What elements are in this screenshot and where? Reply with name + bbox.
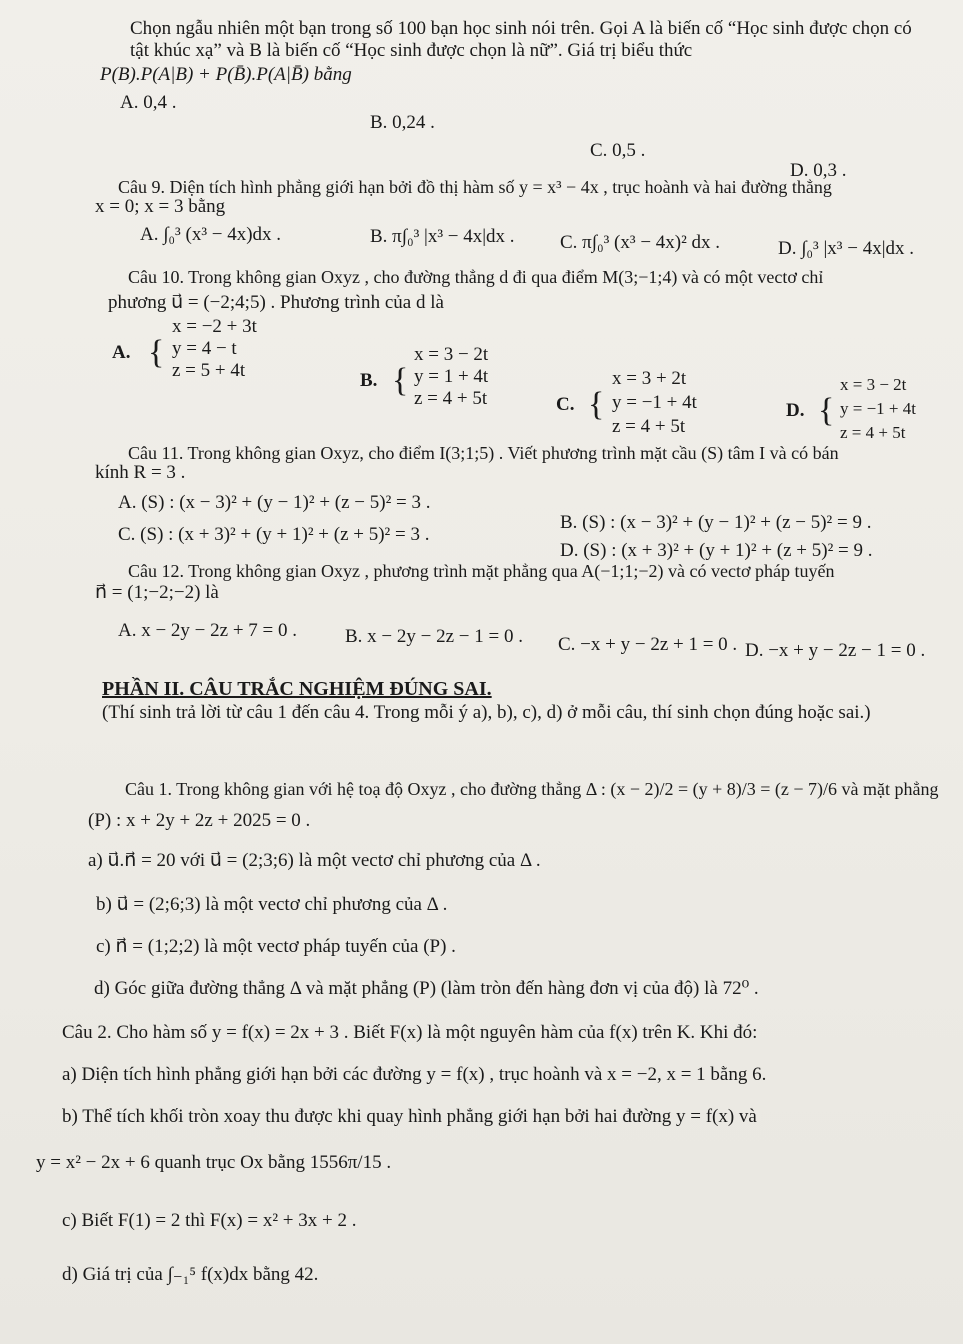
q10-option-c-line2: y = −1 + 4t [612,392,697,413]
q11-stem: Câu 11. Trong không gian Oxyz, cho điểm I(3;1;5) . Viết phương trình mặt cầu (S) tâm I và có bán [128,443,839,463]
q10-option-d-line3: z = 4 + 5t [840,423,906,442]
p2-q2-d: d) Giá trị của ∫₋₁⁵ f(x)dx bằng 42. [62,1264,319,1285]
q12-stem2: n⃗ = (1;−2;−2) là [95,582,219,603]
q8-intro: Chọn ngẫu nhiên một bạn trong số 100 bạn học sinh nói trên. Gọi A là biến cố “Học sinh được chọn có [130,18,912,39]
q12-option-b: B. x − 2y − 2z − 1 = 0 . [345,626,523,647]
p2-q2-b2: y = x² − 2x + 6 quanh trục Ox bằng 1556π/15 . [36,1152,392,1173]
part2-instruction: (Thí sinh trả lời từ câu 1 đến câu 4. Trong mỗi ý a), b), c), d) ở mỗi câu, thí sinh chọn đúng hoặc sai.) [102,702,871,723]
q11-option-c: C. (S) : (x + 3)² + (y + 1)² + (z + 5)² = 3 . [118,524,430,545]
q10-option-b-label: B. [360,370,378,391]
p2-q1-stem: Câu 1. Trong không gian với hệ toạ độ Oxyz , cho đường thẳng Δ : (x − 2)/2 = (y + 8)/3 = (z − 7)/6 và mặt phẳng [125,779,939,799]
q11-option-a: A. (S) : (x − 3)² + (y − 1)² + (z − 5)² = 3 . [118,492,431,513]
q10-option-c-brace: { [588,386,605,423]
q10-option-c-line3: z = 4 + 5t [612,416,686,437]
p2-q1-d: d) Góc giữa đường thẳng Δ và mặt phẳng (P) (làm tròn đến hàng đơn vị của độ) là 72⁰ . [94,978,759,999]
part2-title: PHẦN II. CÂU TRẮC NGHIỆM ĐÚNG SAI. [102,678,492,700]
q12-option-a: A. x − 2y − 2z + 7 = 0 . [118,620,298,641]
p2-q1-a: a) u⃗.n⃗ = 20 với u⃗ = (2;3;6) là một vectơ chỉ phương của Δ . [88,850,541,871]
q9-option-d: D. ∫₀³ |x³ − 4x|dx . [778,238,915,259]
q9-stem: Câu 9. Diện tích hình phẳng giới hạn bởi đồ thị hàm số y = x³ − 4x , trục hoành và hai đường thẳng [118,177,832,197]
q12-stem: Câu 12. Trong không gian Oxyz , phương trình mặt phẳng qua A(−1;1;−2) và có vectơ pháp tuyến [128,561,835,581]
q10-option-a-line3: z = 5 + 4t [172,360,246,381]
q10-option-a-label: A. [112,342,131,363]
p2-q2-c: c) Biết F(1) = 2 thì F(x) = x² + 3x + 2 . [62,1210,357,1231]
q10-option-a-brace: { [148,334,165,371]
p2-q2-b: b) Thể tích khối tròn xoay thu được khi quay hình phẳng giới hạn bởi hai đường y = f(x) và [62,1106,757,1127]
q11-option-b: B. (S) : (x − 3)² + (y − 1)² + (z − 5)² = 9 . [560,512,872,533]
q10-option-d-label: D. [786,400,805,421]
q8-intro2: tật khúc xạ” và B là biến cố “Học sinh được chọn là nữ”. Giá trị biểu thức [130,40,693,61]
q10-option-b-brace: { [392,362,409,399]
q10-option-a-line1: x = −2 + 3t [172,316,257,337]
q10-stem2: phương u⃗ = (−2;4;5) . Phương trình của d là [108,292,444,313]
q9-stem2: x = 0; x = 3 bằng [95,196,226,217]
q10-option-d-brace: { [818,392,835,429]
p2-q1-c: c) n⃗ = (1;2;2) là một vectơ pháp tuyến của (P) . [96,936,456,957]
q11-stem2: kính R = 3 . [95,462,186,483]
q8-option-c: C. 0,5 . [590,140,646,161]
q10-stem: Câu 10. Trong không gian Oxyz , cho đường thẳng d đi qua điểm M(3;−1;4) và có một vectơ chỉ [128,267,824,287]
q12-option-d: D. −x + y − 2z − 1 = 0 . [745,640,926,661]
q9-option-a: A. ∫₀³ (x³ − 4x)dx . [140,224,282,245]
q12-option-c: C. −x + y − 2z + 1 = 0 . [558,634,738,655]
p2-q2-a: a) Diện tích hình phẳng giới hạn bởi các đường y = f(x) , trục hoành và x = −2, x = 1 bằng 6. [62,1064,767,1085]
p2-q1-b: b) u⃗ = (2;6;3) là một vectơ chỉ phương của Δ . [96,894,448,915]
q10-option-b-line3: z = 4 + 5t [414,388,488,409]
q10-option-a-line2: y = 4 − t [172,338,237,359]
q8-expression: P(B).P(A|B) + P(B̄).P(A|B̄) bằng [100,64,352,85]
q8-option-a: A. 0,4 . [120,92,177,113]
q10-option-b-line2: y = 1 + 4t [414,366,489,387]
q8-option-d: D. 0,3 . [790,160,847,181]
q9-option-b: B. π∫₀³ |x³ − 4x|dx . [370,226,515,247]
q10-option-c-line1: x = 3 + 2t [612,368,687,389]
q9-option-c: C. π∫₀³ (x³ − 4x)² dx . [560,232,721,253]
q8-option-b: B. 0,24 . [370,112,435,133]
q10-option-c-label: C. [556,394,575,415]
p2-q1-stem2: (P) : x + 2y + 2z + 2025 = 0 . [88,810,311,831]
q10-option-d-line2: y = −1 + 4t [840,399,916,418]
q10-option-b-line1: x = 3 − 2t [414,344,489,365]
q11-option-d: D. (S) : (x + 3)² + (y + 1)² + (z + 5)² = 9 . [560,540,873,561]
p2-q2-stem: Câu 2. Cho hàm số y = f(x) = 2x + 3 . Biết F(x) là một nguyên hàm của f(x) trên K. Khi đó: [62,1022,758,1043]
q10-option-d-line1: x = 3 − 2t [840,375,907,394]
